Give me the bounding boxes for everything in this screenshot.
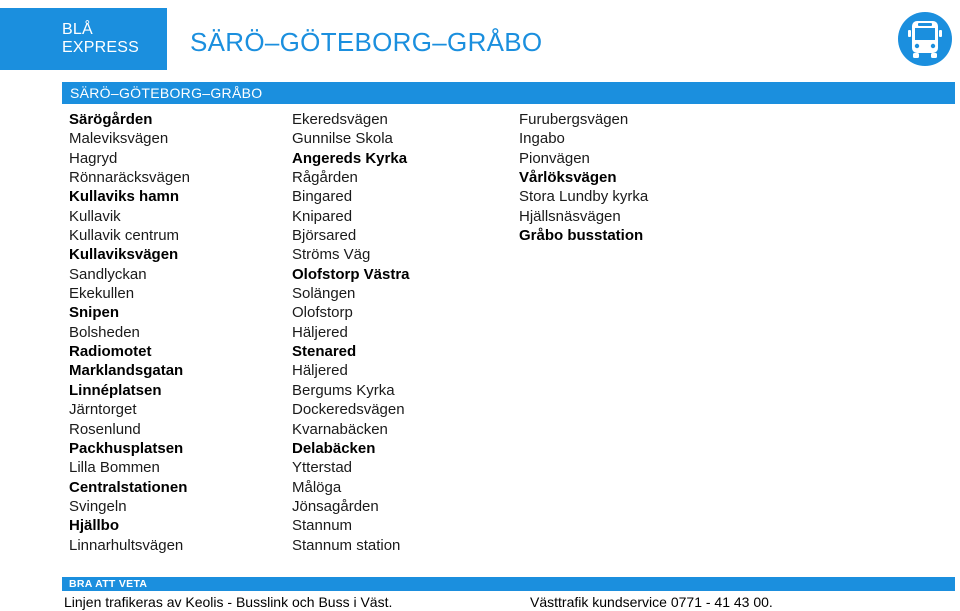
stop-item: Ströms Väg [292, 246, 371, 264]
stop-item: Bergums Kyrka [292, 381, 395, 399]
stop-item: Gunnilse Skola [292, 130, 393, 148]
stop-item: Angereds Kyrka [292, 149, 408, 167]
stop-item: Rågården [292, 169, 358, 187]
bus-icon [898, 12, 952, 66]
stop-item: Kullavik [69, 207, 121, 225]
stop-item: Häljered [292, 362, 348, 380]
stop-item: Järntorget [69, 401, 137, 419]
stop-item: Bingared [292, 188, 353, 206]
stop-item: Gråbo busstation [519, 227, 644, 245]
stop-item: Maleviksvägen [69, 130, 169, 148]
stop-item: Kullaviks hamn [69, 188, 180, 206]
brand-text: BLÅ EXPRESS [62, 21, 139, 56]
stop-item: Hagryd [69, 149, 118, 167]
route-band: SÄRÖ–GÖTEBORG–GRÅBO [62, 82, 955, 104]
stop-item: Kullaviksvägen [69, 246, 179, 264]
stop-item: Centralstationen [69, 478, 188, 496]
stop-item: Ytterstad [292, 459, 353, 477]
stop-item: Snipen [69, 304, 120, 322]
stop-item: Stora Lundby kyrka [519, 188, 649, 206]
stop-item: Vårlöksvägen [519, 169, 617, 187]
stop-item: Lilla Bommen [69, 459, 160, 477]
stop-item: Olofstorp Västra [292, 265, 410, 283]
stop-item: Sandlyckan [69, 265, 147, 283]
stop-item: Marklandsgatan [69, 362, 184, 380]
stop-item: Stannum station [292, 536, 401, 554]
stop-item: Kullavik centrum [69, 227, 180, 245]
customer-service-info: Västtrafik kundservice 0771 - 41 43 00. [530, 594, 773, 610]
stop-item: Stannum [292, 517, 353, 535]
stop-item: Linnéplatsen [69, 381, 162, 399]
stop-item: Dockeredsvägen [292, 401, 405, 419]
operator-info: Linjen trafikeras av Keolis - Busslink och Buss i Väst. [64, 594, 393, 610]
page-title: SÄRÖ–GÖTEBORG–GRÅBO [190, 27, 543, 57]
stop-item: Packhusplatsen [69, 439, 184, 457]
stop-item: Svingeln [69, 497, 127, 515]
stop-item: Rosenlund [69, 420, 141, 438]
stop-item: Furubergsvägen [519, 111, 629, 128]
stop-item: Björsared [292, 227, 357, 245]
brand-label [0, 8, 167, 70]
stop-item: Ekekullen [69, 285, 135, 303]
stop-item: Linnarhultsvägen [69, 536, 184, 554]
info-heading: BRA ATT VETA [62, 577, 955, 591]
stops-column-1 [69, 110, 190, 555]
stop-item: Särögården [69, 111, 153, 128]
stop-item: Rönnaräcksvägen [69, 169, 190, 187]
stops-column-2 [292, 110, 410, 555]
stop-item: Jönsagården [292, 497, 379, 515]
stop-item: Häljered [292, 323, 348, 341]
stop-item: Stenared [292, 343, 357, 361]
stop-item: Ekeredsvägen [292, 111, 388, 128]
stop-item: Solängen [292, 285, 356, 303]
stop-item: Radiomotet [69, 343, 152, 361]
stop-item: Ingabo [519, 130, 565, 148]
stop-item: Pionvägen [519, 149, 590, 167]
stop-item: Delabäcken [292, 439, 376, 457]
stop-item: Målöga [292, 478, 342, 496]
stop-item: Kvarnabäcken [292, 420, 388, 438]
stop-item: Hjällbo [69, 517, 120, 535]
stop-item: Bolsheden [69, 323, 140, 341]
stops-column-3 [519, 110, 648, 245]
stop-item: Hjällsnäsvägen [519, 207, 621, 225]
stop-item: Olofstorp [292, 304, 353, 322]
stop-item: Knipared [292, 207, 353, 225]
